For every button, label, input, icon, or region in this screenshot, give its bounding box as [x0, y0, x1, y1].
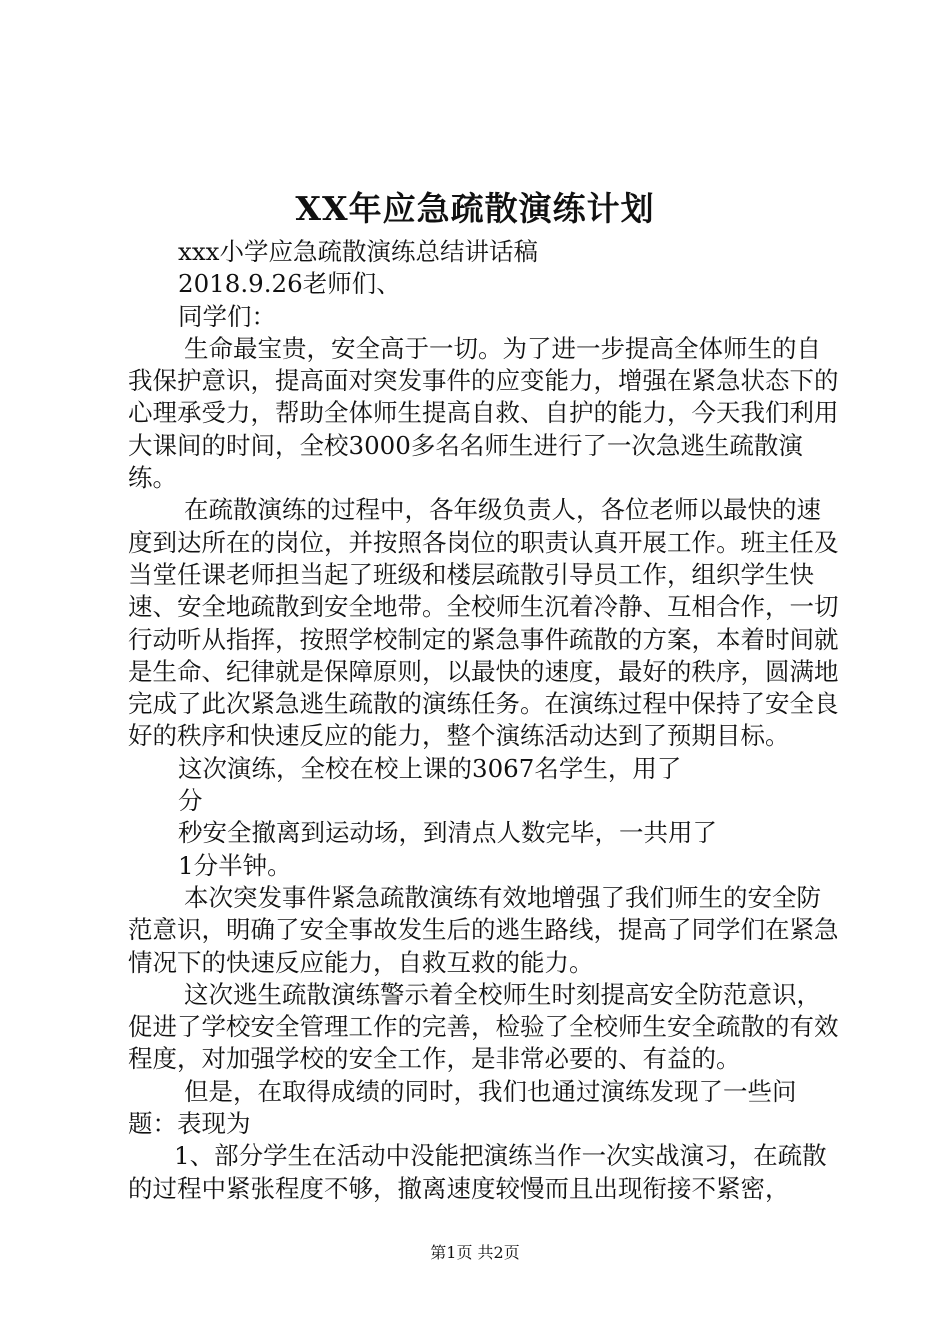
paragraph-date-line: 2018.9.26老师们、 — [178, 269, 401, 299]
document-body — [128, 236, 840, 1205]
paragraph: 分 — [178, 786, 203, 816]
paragraph: 本次突发事件紧急疏散演练有效地增强了我们师生的安全防范意识，明确了安全事故发生后的逃生路线，提高了同学们在紧急情况下的快速反应能力，自救互救的能力。 — [128, 882, 839, 977]
paragraph: 1分半钟。 — [178, 850, 292, 880]
paragraph: 这次逃生疏散演练警示着全校师生时刻提高安全防范意识，促进了学校安全管理工作的完善，检验了全校师生安全疏散的有效程度，对加强学校的安全工作，是非常必要的、有益的。 — [128, 979, 839, 1074]
paragraph: 但是，在取得成绩的同时，我们也通过演练发现了一些问题：表现为 — [128, 1076, 797, 1139]
paragraph: 生命最宝贵，安全高于一切。为了进一步提高全体师生的自我保护意识，提高面对突发事件的应变能力，增强在紧急状态下的心理承受力，帮助全体师生提高自救、自护的能力，今天我们利用大课间的时间，全校3000多名名师生进行了一次急逃生疏散演练。 — [128, 333, 839, 493]
paragraph: 秒安全撤离到运动场，到清点人数完毕，一共用了 — [178, 818, 717, 848]
paragraph-list-item: 1、部分学生在活动中没能把演练当作一次实战演习，在疏散的过程中紧张程度不够，撤离速度较慢而且出现衔接不紧密， — [128, 1141, 827, 1203]
paragraph-heading-line: xxx小学应急疏散演练总结讲话稿 — [178, 237, 538, 266]
paragraph-salutation: 同学们： — [178, 301, 276, 331]
document-title: XX年应急疏散演练计划 — [295, 189, 655, 228]
page-footer: 第1页 共2页 — [430, 1243, 520, 1262]
paragraph: 这次演练，全校在校上课的3067名学生，用了 — [178, 753, 682, 783]
paragraph: 在疏散演练的过程中，各年级负责人，各位老师以最快的速度到达所在的岗位，并按照各岗位的职责认真开展工作。班主任及当堂任课老师担当起了班级和楼层疏散引导员工作，组织学生快速、安全地疏散到安全地带。全校师生沉着冷静、互相合作，一切行动听从指挥，按照学校制定的紧急事件疏散的方案，本着时间就是生命、纪律就是保障原则，以最快的速度，最好的秩序，圆满地完成了此次紧急逃生疏散的演练任务。在演练过程中保持了安全良好的秩序和快速反应的能力，整个演练活动达到了预期目标。 — [128, 495, 839, 751]
